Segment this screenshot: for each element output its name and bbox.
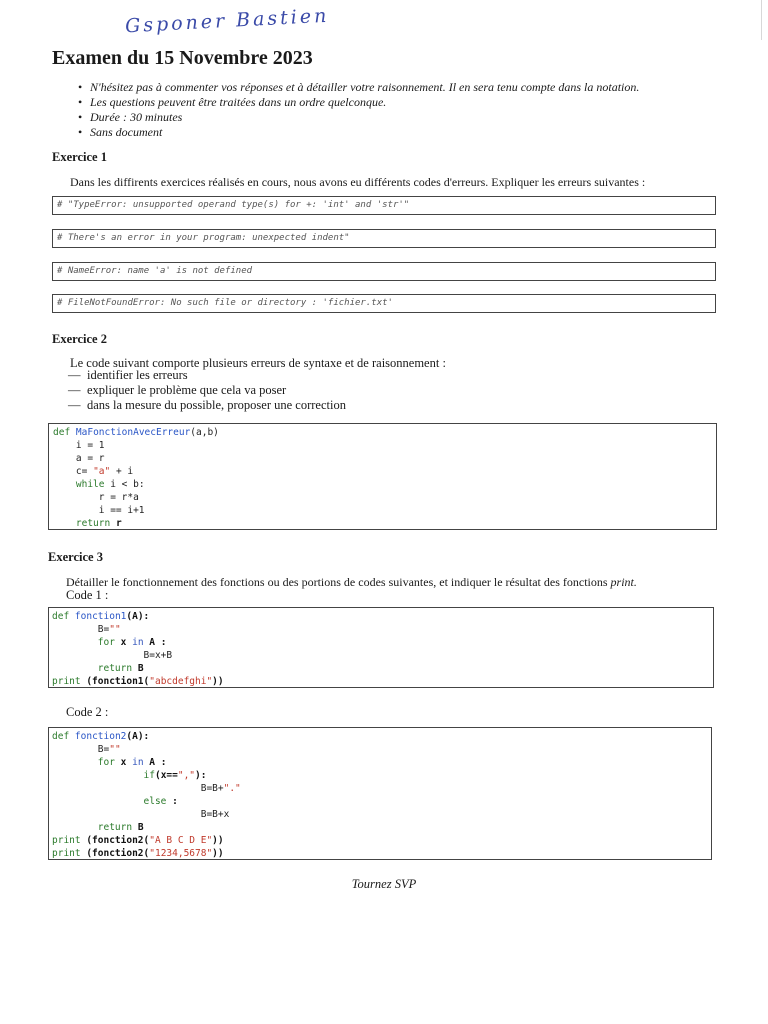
instruction-item: • Les questions peuvent être traitées dans un ordre quelconque. [78,95,639,110]
code-line: else : [143,796,178,807]
code-line: B="" [97,744,121,755]
code-line: a = r [75,453,105,464]
task-item: — identifier les erreurs [68,368,346,383]
error-box-type-error: # "TypeError: unsupported operand type(s) for +: 'int' and 'str'" [52,196,716,215]
exercice2-code-block [48,423,717,530]
code1-block [48,607,714,688]
code-line: if(x==","): [143,770,207,781]
code-line: i == i+1 [98,505,145,516]
code-line: def MaFonctionAvecErreur(a,b) [53,427,219,438]
code-line: while i < b: [75,479,145,490]
code-line: c= "a" + i [75,466,134,477]
code2-label: Code 2 : [66,705,109,719]
code-line: for x in A : [97,637,167,648]
code-line: for x in A : [97,757,167,768]
code-line: return B [97,663,144,674]
code-line: B="" [97,624,121,635]
exercice1-title: Exercice 1 [52,150,107,164]
code-line: return B [97,822,144,833]
exercice2-intro: Le code suivant comporte plusieurs erreurs de syntaxe et de raisonnement : [70,356,446,370]
page-title: Examen du 15 Novembre 2023 [52,47,313,69]
error-box-file-not-found: # FileNotFoundError: No such file or directory : 'fichier.txt' [52,294,716,313]
code-line: r = r*a [98,492,139,503]
page-footer: Tournez SVP [351,877,417,891]
code-line: def fonction2(A): [52,731,150,742]
page-edge-line [761,0,762,40]
error-box-indent-error: # There's an error in your program: unexpected indent" [52,229,716,248]
instruction-item: • N'hésitez pas à commenter vos réponses et à détailler votre raisonnement. Il en sera tenu compte dans la notation. [78,80,639,95]
exercice3-intro: Détailler le fonctionnement des fonctions ou des portions de codes suivantes, et indiquer le résultat des fonctions print. [66,575,637,589]
instruction-item: • Sans document [78,125,639,140]
error-box-name-error: # NameError: name 'a' is not defined [52,262,716,281]
code-line: B=B+x [200,809,230,820]
code-line: B=x+B [143,650,173,661]
task-item: — dans la mesure du possible, proposer une correction [68,398,346,413]
code-line: print (fonction2("1234,5678")) [52,848,224,859]
instruction-item: • Durée : 30 minutes [78,110,639,125]
code-line: print (fonction2("A B C D E")) [52,835,224,846]
exercice2-task-list [68,368,346,413]
student-name-handwritten: Gsponer Bastien [124,4,330,38]
code-line: i = 1 [75,440,105,451]
code-line: return r [75,518,122,529]
instructions-list [78,80,639,140]
task-item: — expliquer le problème que cela va poser [68,383,346,398]
code-line: B=B+"." [200,783,241,794]
code-line: def fonction1(A): [52,611,150,622]
code1-label: Code 1 : [66,588,109,602]
code-line: print (fonction1("abcdefghi")) [52,676,224,687]
exercice2-title: Exercice 2 [52,332,107,346]
exercice3-title: Exercice 3 [48,550,103,564]
code2-block [48,727,712,860]
exercice1-intro: Dans les diffirents exercices réalisés en cours, nous avons eu différents codes d'erreurs. Expliquer les erreurs suivantes : [70,175,646,189]
